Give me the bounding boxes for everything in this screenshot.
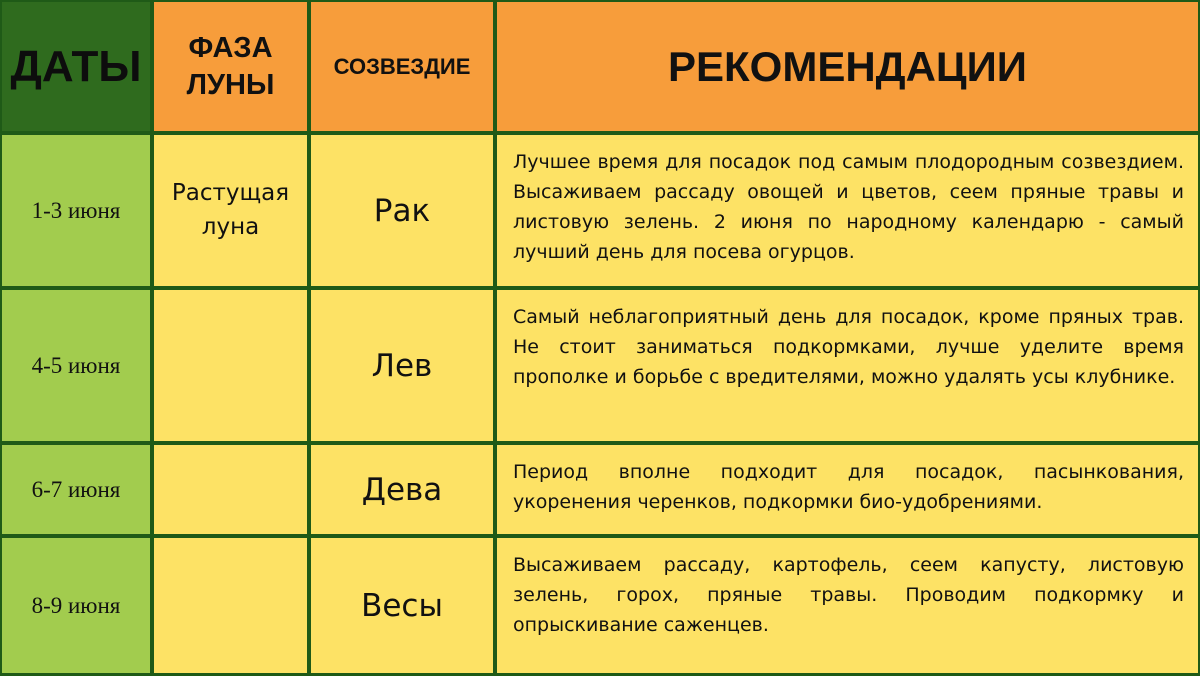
row-3-date-text: 6-7 июня	[31, 476, 121, 502]
row-4-recommendation	[494, 535, 1200, 676]
header-moon-phase	[151, 0, 310, 134]
row-4-recommendation-text: Высаживаем рассаду, картофель, сеем капусту, листовую зелень, горох, пряные травы. Проводим подкормку и опрыскивание саженцев.	[513, 554, 1184, 636]
row-2-recommendation-text: Самый неблагоприятный день для посадок, кроме пряных трав. Не стоит заниматься подкормками, лучше уделите время прополке и борьбе с вредителями, можно удалять усы клубнике.	[513, 306, 1184, 388]
row-4-phase	[151, 535, 310, 676]
header-recommendations-label: РЕКОМЕНДАЦИИ	[668, 42, 1027, 90]
row-2-phase	[151, 287, 310, 444]
header-phase-line2: ЛУНЫ	[186, 68, 275, 101]
row-3-constellation-text: Дева	[361, 471, 443, 508]
row-3-recommendation	[494, 442, 1200, 537]
header-phase-line1: ФАЗА	[188, 32, 273, 65]
row-4-date-text: 8-9 июня	[31, 592, 121, 618]
row-3-recommendation-text: Период вполне подходит для посадок, пасынкования, укоренения черенков, подкормки био-удобрениями.	[513, 461, 1184, 513]
row-4-constellation	[308, 535, 496, 676]
row-2-recommendation	[494, 287, 1200, 444]
row-3-constellation	[308, 442, 496, 537]
row-4-date	[0, 535, 153, 676]
row-4-constellation-text: Весы	[361, 587, 443, 624]
row-2-date	[0, 287, 153, 444]
header-recommendations	[494, 0, 1200, 134]
row-1-recommendation	[494, 132, 1200, 289]
row-1-phase	[151, 132, 310, 289]
row-2-date-text: 4-5 июня	[31, 352, 121, 378]
row-1-constellation-text: Рак	[373, 192, 431, 229]
row-1-constellation	[308, 132, 496, 289]
header-dates	[0, 0, 153, 134]
row-1-recommendation-text: Лучшее время для посадок под самым плодородным созвездием. Высаживаем рассаду овощей и цветов, сеем пряные травы и листовую зелень. 2 июня по народному календарю - самый лучший день для посева огурцов.	[513, 151, 1184, 263]
header-constellation-label: СОЗВЕЗДИЕ	[333, 53, 471, 79]
row-1-phase-line2: луна	[201, 213, 260, 240]
header-dates-label: ДАТЫ	[10, 41, 142, 91]
row-1-date-text: 1-3 июня	[31, 197, 121, 223]
row-2-constellation-text: Лев	[371, 347, 433, 384]
row-3-phase	[151, 442, 310, 537]
row-2-constellation	[308, 287, 496, 444]
row-3-date	[0, 442, 153, 537]
header-constellation	[308, 0, 496, 134]
row-1-date	[0, 132, 153, 289]
row-1-phase-line1: Растущая	[171, 180, 290, 207]
